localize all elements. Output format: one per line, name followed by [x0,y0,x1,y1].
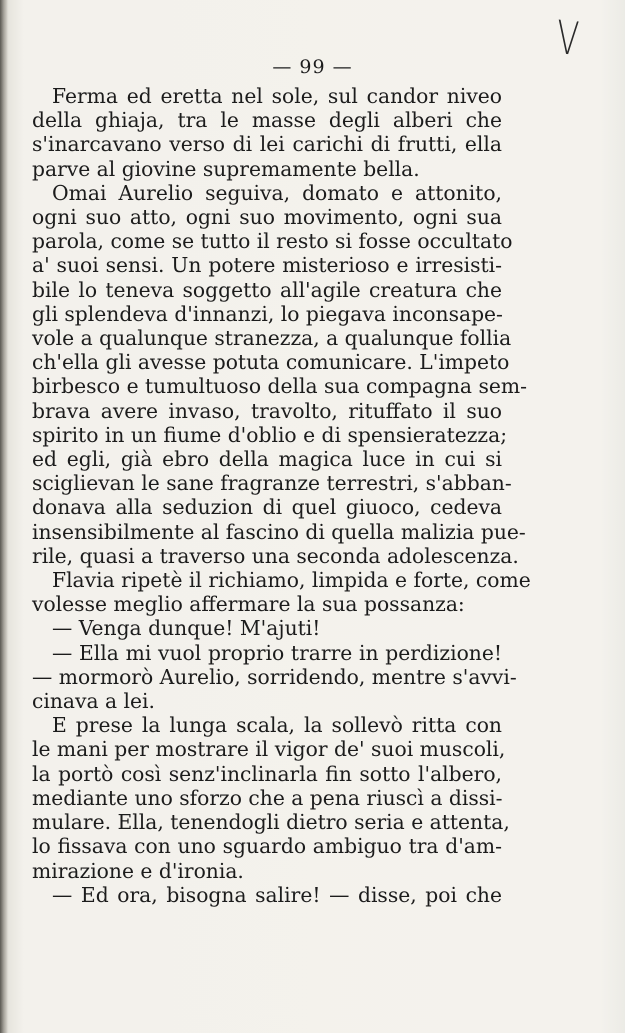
text-line: della ghiaja, tra le masse degli alberi che [32,108,502,133]
text-line: spirito in un fiume d'oblio e di spensieratezza; [32,422,508,447]
text-line: la portò così senz'inclinarla fin sotto l'albero, [32,761,502,786]
text-line: birbesco e tumultuoso della sua compagna sem- [32,374,527,399]
spine-shadow [0,0,8,1033]
text-line: le mani per mostrare il vigor de' suoi muscoli, [32,737,506,762]
text-line: — Ella mi vuol proprio trarre in perdizione! [52,640,502,665]
page-number: — 99 — [272,56,353,78]
text-line: mirazione e d'ironia. [32,858,244,883]
text-line: Flavia ripetè il richiamo, limpida e forte, come [52,568,531,593]
text-line: donava alla seduzion di quel giuoco, cedeva [32,495,502,520]
text-line: gli splendeva d'innanzi, lo piegava inconsape- [32,301,503,326]
text-line: ogni suo atto, ogni suo movimento, ogni sua [32,205,502,230]
text-line: parve al giovine supremamente bella. [32,156,420,181]
text-line: a' suoi sensi. Un potere misterioso e irresisti- [32,253,502,278]
text-line: rile, quasi a traverso una seconda adolescenza. [32,543,519,568]
text-line: — Venga dunque! M'ajuti! [52,616,321,641]
text-line: ed egli, già ebro della magica luce in cui si [32,447,502,472]
text-line: parola, come se tutto il resto si fosse occultato [32,229,513,254]
text-line: sciglievan le sane fragranze terrestri, s'abban- [32,471,512,496]
text-line: Ferma ed eretta nel sole, sul candor niveo [52,84,502,108]
text-line: — mormorò Aurelio, sorridendo, mentre s'avvi- [32,664,517,689]
text-line: Omai Aurelio seguiva, domato e attonito, [52,180,502,205]
text-line: cinava a lei. [32,689,155,714]
text-line: mulare. Ella, tenendogli dietro seria e attenta, [32,810,510,835]
text-line: mediante uno sforzo che a pena riuscì a dissi- [32,785,503,810]
text-line: ch'ella gli avesse potuta comunicare. L'impeto [32,350,510,375]
body-text [32,84,531,907]
text-line: bile lo teneva soggetto all'agile creatura che [32,277,502,302]
text-line: vole a qualunque stranezza, a qualunque follia [32,326,512,351]
handwritten-corner-mark: V [555,10,581,67]
text-line: brava avere invaso, travolto, rituffato il suo [32,398,502,423]
text-line: volesse meglio affermare la sua possanza: [32,592,465,617]
text-line: — Ed ora, bisogna salire! — disse, poi che [52,882,502,907]
text-line: lo fissava con uno sguardo ambiguo tra d'am- [32,834,502,859]
text-line: E prese la lunga scala, la sollevò ritta con [52,713,502,738]
text-line: s'inarcavano verso di lei carichi di frutti, ella [32,132,502,157]
text-line: insensibilmente al fascino di quella malizia pue- [32,519,526,544]
